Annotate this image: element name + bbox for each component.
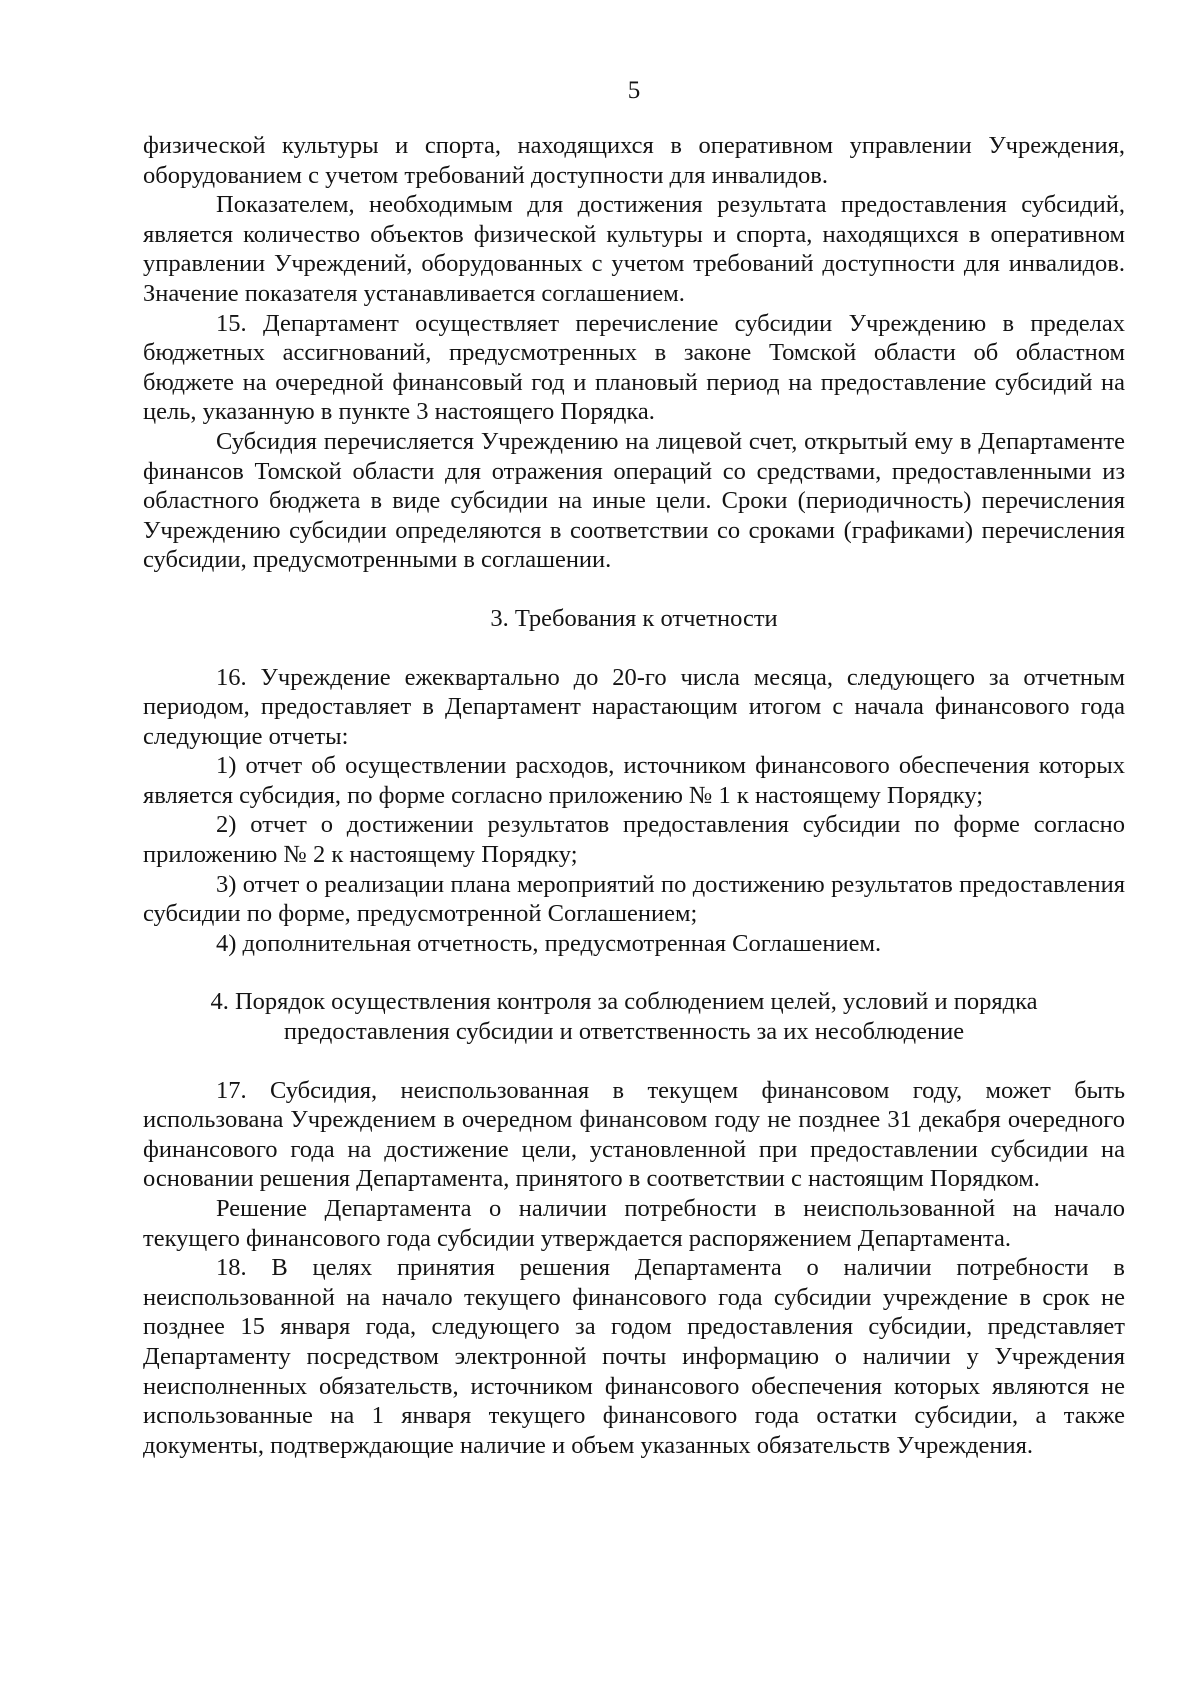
document-body	[143, 131, 1125, 1460]
paragraph-subsidy-transfer: Субсидия перечисляется Учреждению на лицевой счет, открытый ему в Департаменте финансов Томской области для отражения операций со средствами, предоставленными из областного бюджета в виде субсидии на иные цели. Сроки (периодичность) перечисления Учреждению субсидии определяются в соответствии со сроками (графиками) перечисления субсидии, предусмотренными в соглашении.	[143, 427, 1125, 574]
report-item-1: 1) отчет об осуществлении расходов, источником финансового обеспечения которых является субсидия, по форме согласно приложению № 1 к настоящему Порядку;	[143, 752, 1125, 809]
report-item-3: 3) отчет о реализации плана мероприятий по достижению результатов предоставления субсидии по форме, предусмотренной Соглашением;	[143, 870, 1125, 928]
report-item-4: 4) дополнительная отчетность, предусмотренная Соглашением.	[216, 929, 882, 957]
paragraph-18: 18. В целях принятия решения Департамента о наличии потребности в неиспользованной на начало текущего финансового года субсидии учреждение в срок не позднее 15 января года, следующего за годом предоставления субсидии, представляет Департаменту посредством электронной почты информацию о наличии у Учреждения неисполненных обязательств, источником финансового обеспечения которых являются не использованные на 1 января текущего финансового года остатки субсидии, а также документы, подтверждающие наличие и объем указанных обязательств Учреждения.	[143, 1254, 1125, 1459]
report-item-2: 2) отчет о достижении результатов предоставления субсидии по форме согласно приложению № 2 к настоящему Порядку;	[143, 811, 1125, 869]
page-number: 5	[627, 77, 641, 104]
section-4-title-line-1: 4. Порядок осуществления контроля за соблюдением целей, условий и порядка	[210, 988, 1038, 1016]
paragraph-continuation: физической культуры и спорта, находящихся в оперативном управлении Учреждения, оборудованием с учетом требований доступности для инвалидов.	[143, 132, 1125, 189]
section-4-title	[143, 987, 1125, 1046]
paragraph-indicator: Показателем, необходимым для достижения результата предоставления субсидий, является количество объектов физической культуры и спорта, находящихся в оперативном управлении Учреждений, оборудованных с учетом требований доступности для инвалидов. Значение показателя устанавливается соглашением.	[143, 191, 1125, 307]
section-4-title-line-2: предоставления субсидии и ответственность за их несоблюдение	[283, 1018, 965, 1046]
paragraph-decision: Решение Департамента о наличии потребности в неиспользованной на начало текущего финансового года субсидии утверждается распоряжением Департамента.	[143, 1195, 1125, 1252]
paragraph-16: 16. Учреждение ежеквартально до 20-го числа месяца, следующего за отчетным периодом, предоставляет в Департамент нарастающим итогом с начала финансового года следующие отчеты:	[143, 663, 1125, 750]
paragraph-17: 17. Субсидия, неиспользованная в текущем финансовом году, может быть использована Учреждением в очередном финансовом году не позднее 31 декабря очередного финансового года на достижение цели, установленной при предоставлении субсидии на основании решения Департамента, принятого в соответствии с настоящим Порядком.	[143, 1076, 1125, 1193]
paragraph-15: 15. Департамент осуществляет перечисление субсидии Учреждению в пределах бюджетных ассигнований, предусмотренных в законе Томской области об областном бюджете на очередной финансовый год и плановый период на предоставление субсидий на цель, указанную в пункте 3 настоящего Порядка.	[143, 309, 1125, 426]
section-3-title: 3. Требования к отчетности	[490, 604, 778, 632]
